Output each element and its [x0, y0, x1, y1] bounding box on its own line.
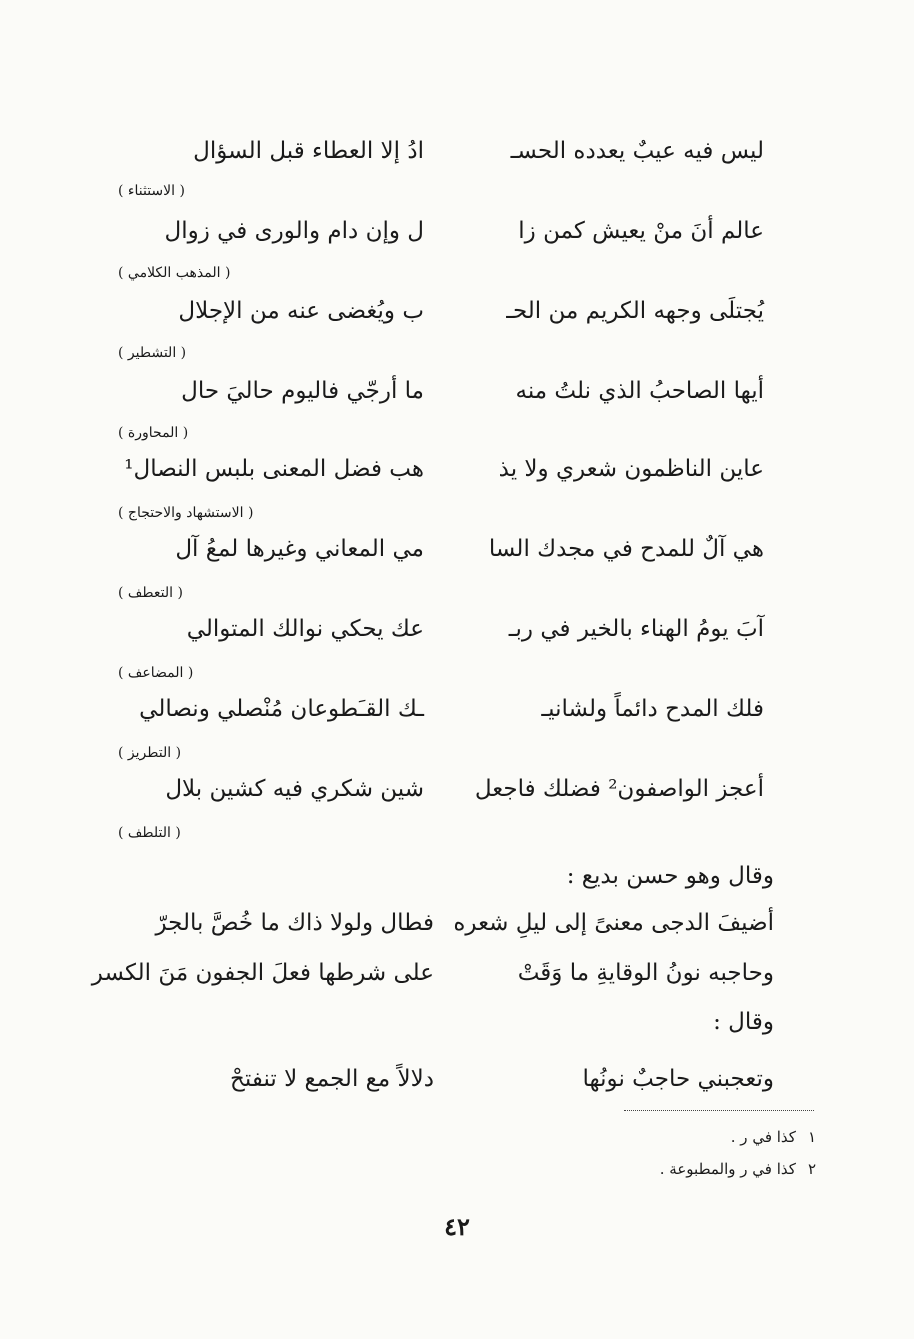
verse-first-hemistich: عالم أنَ منْ يعيش كمن زا	[518, 218, 764, 244]
verse-second-hemistich: ب ويُغضى عنه من الإجلال	[178, 298, 424, 324]
rhetoric-label: ( المحاورة )	[118, 425, 189, 441]
footnote	[660, 1158, 816, 1180]
verse-second-hemistich: على شرطها فعلَ الجفون مَنَ الكسر	[91, 960, 434, 986]
footnote-number: ١	[807, 1128, 816, 1146]
verse-second-hemistich: دلالاً مع الجمع لا تنفتحْ	[230, 1066, 434, 1092]
verse	[91, 952, 774, 994]
verse-first-hemistich: عاين الناظمون شعري ولا يذ	[498, 456, 764, 482]
page-number: ٤٢	[444, 1212, 470, 1241]
verse	[124, 448, 764, 490]
verse	[124, 290, 764, 332]
verse	[124, 130, 764, 172]
verse-first-hemistich: ليس فيه عيبٌ يعدده الحسـ	[510, 138, 764, 164]
verse	[124, 528, 764, 570]
verse	[124, 768, 764, 810]
rhetoric-label: ( الاستثناء )	[118, 183, 185, 199]
verse-first-hemistich: يُجتلَى وجهه الكريم من الحـ	[506, 298, 764, 324]
verse-second-hemistich: هب فضل المعنى بلبس النصال¹	[124, 456, 424, 482]
verse-first-hemistich: هي آلٌ للمدح في مجدك السا	[488, 536, 764, 562]
verse	[114, 1058, 774, 1100]
verse-first-hemistich: أعجز الواصفون² فضلك فاجعل	[474, 776, 764, 802]
footnote-text: كذا في ر والمطبوعة .	[659, 1160, 796, 1178]
footnote-number: ٢	[807, 1160, 816, 1178]
verse	[124, 370, 764, 412]
verse-first-hemistich: آبَ يومُ الهناء بالخير في ربـ	[508, 616, 764, 642]
verse-second-hemistich: ما أرجّي فاليوم حاليَ حال	[181, 378, 424, 404]
verse-first-hemistich: أضيفَ الدجى معنىً إلى ليلِ شعره	[453, 910, 774, 936]
verse-first-hemistich: أيها الصاحبُ الذي نلتُ منه	[515, 378, 764, 404]
rhetoric-label: ( التشطير )	[118, 345, 187, 361]
verse-first-hemistich: وحاجبه نونُ الوقايةِ ما وَقَتْ	[517, 960, 774, 986]
footnote	[731, 1126, 816, 1148]
footnote-divider	[624, 1110, 814, 1111]
rhetoric-label: ( التلطف )	[118, 825, 181, 841]
intro-line: وقال :	[713, 1009, 774, 1035]
verse-second-hemistich: عك يحكي نوالك المتوالي	[186, 616, 424, 642]
verse-second-hemistich: شين شكري فيه كشين بلال	[165, 776, 424, 802]
verse	[124, 688, 764, 730]
rhetoric-label: ( الاستشهاد والاحتجاج )	[118, 505, 254, 521]
verse-second-hemistich: مي المعاني وغيرها لمعُ آل	[175, 536, 424, 562]
verse-second-hemistich: ادُ إلا العطاء قبل السؤال	[193, 138, 424, 164]
footnote-text: كذا في ر .	[730, 1128, 796, 1146]
rhetoric-label: ( التعطف )	[118, 585, 183, 601]
intro-line: وقال وهو حسن بديع :	[566, 863, 774, 889]
verse-first-hemistich: فلك المدح دائماً ولشانيـ	[541, 696, 764, 722]
verse-first-hemistich: وتعجبني حاجبٌ نونُها	[582, 1066, 774, 1092]
verse	[124, 210, 764, 252]
rhetoric-label: ( التطريز )	[118, 745, 182, 761]
verse-second-hemistich: ل وإن دام والورى في زوال	[164, 218, 424, 244]
verse-second-hemistich: ـك القـَطوعان مُنْصلي ونصالي	[139, 696, 424, 722]
rhetoric-label: ( المذهب الكلامي )	[118, 265, 231, 281]
verse	[124, 608, 764, 650]
verse	[114, 902, 774, 944]
rhetoric-label: ( المضاعف )	[118, 665, 194, 681]
verse-second-hemistich: فطال ولولا ذاك ما خُصَّ بالجرّ	[155, 910, 434, 936]
